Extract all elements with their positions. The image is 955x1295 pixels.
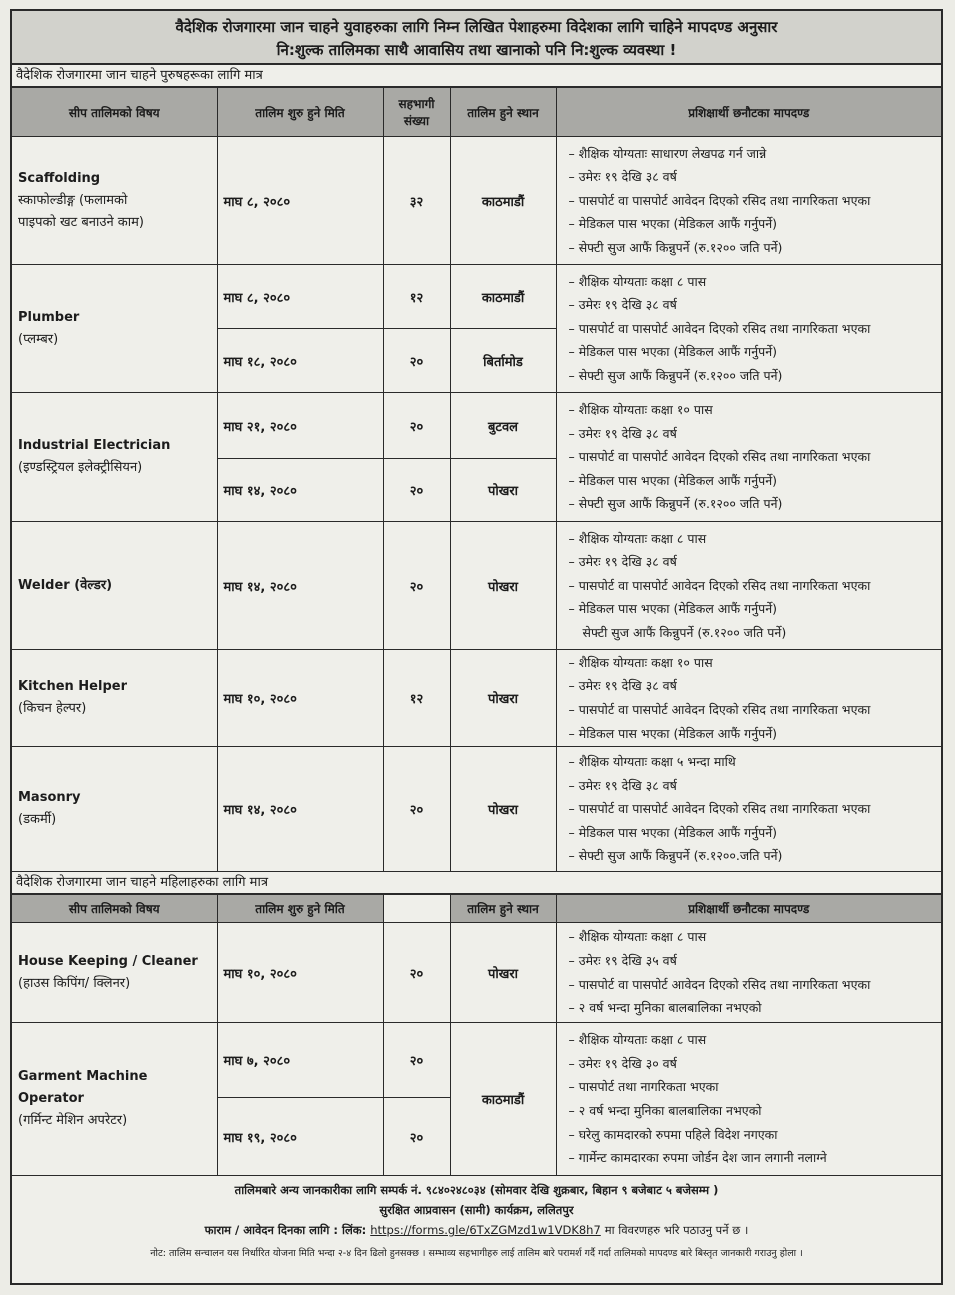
course-date: माघ १८, २०८० xyxy=(217,329,383,393)
header-start-date: तालिम शुरु हुने मिति xyxy=(217,88,383,137)
course-place: बुटवल xyxy=(450,393,556,459)
table-row xyxy=(12,265,941,329)
course-subject: Scaffolding स्काफोल्डीङ्ग (फलामको पाइपको खट बनाउने काम) xyxy=(12,137,217,265)
course-count: २० xyxy=(383,459,450,522)
course-criteria: – शैक्षिक योग्यताः कक्षा ५ भन्दा माथि – उमेरः १९ देखि ३८ वर्ष – पासपोर्ट वा पासपोर्ट आवेदन दिएको रसिद तथा नागरिकता भएका – मेडिकल पास भएका (मेडिकल आफैं गर्नुपर्ने) – सेफ्टी सुज आफैं किन्नुपर्ने (रु.१२००.जति पर्ने) xyxy=(556,747,941,872)
course-count: ३२ xyxy=(383,137,450,265)
header-subject: सीप तालिमको विषय xyxy=(12,88,217,137)
table-row xyxy=(12,137,941,265)
table-row xyxy=(12,393,941,459)
course-subject: House Keeping / Cleaner (हाउस किपिंग/ क्लिनर) xyxy=(12,923,217,1023)
course-place: पोखरा xyxy=(450,923,556,1023)
course-count: २० xyxy=(383,1023,450,1098)
course-place: पोखरा xyxy=(450,650,556,747)
women-section-label: वैदेशिक रोजगारमा जान चाहने महिलाहरुका लागि मात्र xyxy=(12,872,941,894)
course-count: २० xyxy=(383,329,450,393)
course-count: २० xyxy=(383,747,450,872)
table-row xyxy=(12,1023,941,1098)
course-count: २० xyxy=(383,1098,450,1176)
course-date: माघ २१, २०८० xyxy=(217,393,383,459)
footer xyxy=(12,1176,941,1240)
header-place: तालिम हुने स्थान xyxy=(450,895,556,923)
course-subject: Industrial Electrician (इण्डस्ट्रियल इलेक्ट्रीसियन) xyxy=(12,393,217,522)
women-training-table xyxy=(12,894,941,1176)
men-section-label: वैदेशिक रोजगारमा जान चाहने पुरुषहरूका लागि मात्र xyxy=(12,65,941,87)
course-criteria: – शैक्षिक योग्यताः साधारण लेखपढ गर्न जान्ने – उमेरः १९ देखि ३८ वर्ष – पासपोर्ट वा पासपोर्ट आवेदन दिएको रसिद तथा नागरिकता भएका – मेडिकल पास भएका (मेडिकल आफैं गर्नुपर्ने) – सेफ्टी सुज आफैं किन्नुपर्ने (रु.१२०० जति पर्ने) xyxy=(556,137,941,265)
header-start-date: तालिम शुरु हुने मिति xyxy=(217,895,383,923)
header-subject: सीप तालिमको विषय xyxy=(12,895,217,923)
contact-info: तालिमबारे अन्य जानकारीका लागि सम्पर्क नं. ९८४०२४८०३४ (सोमवार देखि शुक्रबार, बिहान ९ बजेबाट ५ बजेसम्म ) xyxy=(234,1183,719,1197)
course-date: माघ १०, २०८० xyxy=(217,650,383,747)
course-place: काठमाडौं xyxy=(450,265,556,329)
table-row xyxy=(12,650,941,747)
course-subject: Welder (वेल्डर) xyxy=(12,522,217,650)
course-criteria: – शैक्षिक योग्यताः कक्षा १० पास – उमेरः १९ देखि ३८ वर्ष – पासपोर्ट वा पासपोर्ट आवेदन दिएको रसिद तथा नागरिकता भएका – मेडिकल पास भएका (मेडिकल आफैं गर्नुपर्ने) xyxy=(556,650,941,747)
course-subject: Garment Machine Operator (गर्मिन्ट मेशिन अपरेटर) xyxy=(12,1023,217,1176)
course-date: माघ ७, २०८० xyxy=(217,1023,383,1098)
title-line-2: नि:शुल्क तालिमका साथै आवासिय तथा खानाको पनि नि:शुल्क व्यवस्था ! xyxy=(276,41,677,59)
course-date: माघ १४, २०८० xyxy=(217,522,383,650)
training-notice xyxy=(10,9,943,1285)
table-header-row xyxy=(12,895,941,923)
course-count: २० xyxy=(383,522,450,650)
course-count: १२ xyxy=(383,265,450,329)
notice-title xyxy=(12,11,941,65)
course-date: माघ १४, २०८० xyxy=(217,459,383,522)
course-count: २० xyxy=(383,393,450,459)
course-place: काठमाडौं xyxy=(450,1023,556,1176)
course-criteria: – शैक्षिक योग्यताः कक्षा ८ पास – उमेरः १९ देखि ३८ वर्ष – पासपोर्ट वा पासपोर्ट आवेदन दिएको रसिद तथा नागरिकता भएका – मेडिकल पास भएका (मेडिकल आफैं गर्नुपर्ने) सेफ्टी सुज आफैं किन्नुपर्ने (रु.१२०० जति पर्ने) xyxy=(556,522,941,650)
course-criteria: – शैक्षिक योग्यताः कक्षा ८ पास – उमेरः १९ देखि ३५ वर्ष – पासपोर्ट वा पासपोर्ट आवेदन दिएको रसिद तथा नागरिकता भएका – २ वर्ष भन्दा मुनिका बालबालिका नभएको xyxy=(556,923,941,1023)
course-date: माघ १०, २०८० xyxy=(217,923,383,1023)
course-criteria: – शैक्षिक योग्यताः कक्षा १० पास – उमेरः १९ देखि ३८ वर्ष – पासपोर्ट वा पासपोर्ट आवेदन दिएको रसिद तथा नागरिकता भएका – मेडिकल पास भएका (मेडिकल आफैं गर्नुपर्ने) – सेफ्टी सुज आफैं किन्नुपर्ने (रु.१२०० जति पर्ने) xyxy=(556,393,941,522)
course-date: माघ १४, २०८० xyxy=(217,747,383,872)
header-blank xyxy=(383,895,450,923)
course-place: बिर्तामोड xyxy=(450,329,556,393)
course-count: १२ xyxy=(383,650,450,747)
form-link[interactable]: https://forms.gle/6TxZGMzd1w1VDK8h7 xyxy=(370,1223,601,1237)
course-subject: Plumber (प्लम्बर) xyxy=(12,265,217,393)
course-count: २० xyxy=(383,923,450,1023)
table-row xyxy=(12,747,941,872)
course-place: पोखरा xyxy=(450,459,556,522)
men-training-table xyxy=(12,87,941,872)
organization-name: सुरक्षित आप्रवासन (सामी) कार्यक्रम, ललितपुर xyxy=(379,1203,574,1217)
title-line-1: वैदेशिक रोजगारमा जान चाहने युवाहरुका लागि निम्न लिखित पेशाहरुमा विदेशका लागि चाहिने मापदण्ड अनुसार xyxy=(175,18,778,36)
table-row xyxy=(12,522,941,650)
course-criteria: – शैक्षिक योग्यताः कक्षा ८ पास – उमेरः १९ देखि ३८ वर्ष – पासपोर्ट वा पासपोर्ट आवेदन दिएको रसिद तथा नागरिकता भएका – मेडिकल पास भएका (मेडिकल आफैं गर्नुपर्ने) – सेफ्टी सुज आफैं किन्नुपर्ने (रु.१२०० जति पर्ने) xyxy=(556,265,941,393)
note-text: नोट: तालिम सन्चालन यस निर्धारित योजना मिति भन्दा २-४ दिन ढिलो हुनसक्छ । सम्भाव्य सहभागीहरु लाई तालिम बारे परामर्श गर्दै गर्दा तालिमको मापदण्ड बारे बिस्तृत जानकारी गराउनु होला । xyxy=(150,1248,803,1259)
header-criteria: प्रशिक्षार्थी छनौटका मापदण्ड xyxy=(556,895,941,923)
header-place: तालिम हुने स्थान xyxy=(450,88,556,137)
course-date: माघ ८, २०८० xyxy=(217,137,383,265)
header-participants: सहभागी संख्या xyxy=(383,88,450,137)
course-date: माघ ८, २०८० xyxy=(217,265,383,329)
form-instruction: फाराम / आवेदन दिनका लागि : लिंक: https://forms.gle/6TxZGMzd1w1VDK8h7 मा विवरणहरु भरि पठाउनु पर्ने छ । xyxy=(204,1223,749,1237)
course-place: पोखरा xyxy=(450,522,556,650)
course-place: काठमाडौं xyxy=(450,137,556,265)
course-subject: Masonry (डकर्मी) xyxy=(12,747,217,872)
header-criteria: प्रशिक्षार्थी छनौटका मापदण्ड xyxy=(556,88,941,137)
course-date: माघ १९, २०८० xyxy=(217,1098,383,1176)
table-header-row xyxy=(12,88,941,137)
table-row xyxy=(12,923,941,1023)
course-place: पोखरा xyxy=(450,747,556,872)
course-criteria: – शैक्षिक योग्यताः कक्षा ८ पास – उमेरः १९ देखि ३० वर्ष – पासपोर्ट तथा नागरिकता भएका – २ वर्ष भन्दा मुनिका बालबालिका नभएको – घरेलु कामदारको रुपमा पहिले विदेश नगएका – गार्मेन्ट कामदारका रुपमा जोर्डन देश जान लगानी नलाग्ने xyxy=(556,1023,941,1176)
course-subject: Kitchen Helper (किचन हेल्पर) xyxy=(12,650,217,747)
